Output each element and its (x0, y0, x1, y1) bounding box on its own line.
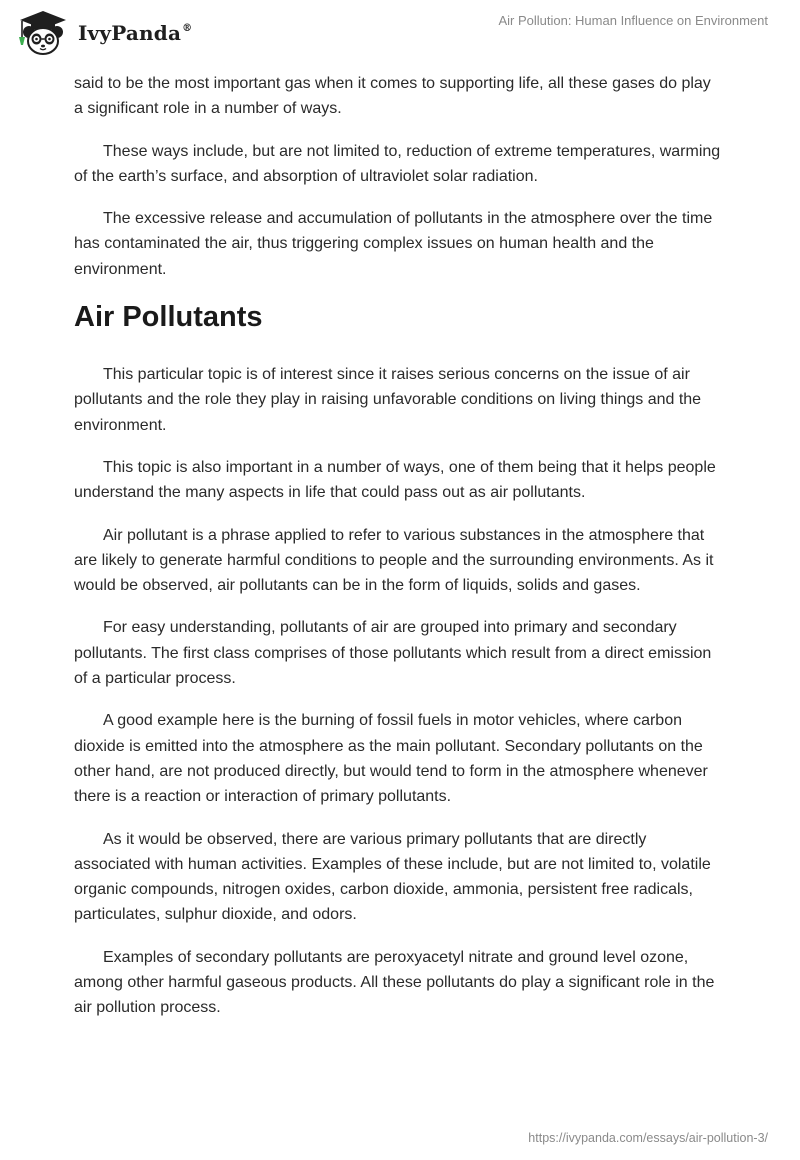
paragraph: This topic is also important in a number of ways, one of them being that it helps people understand the many aspects in life that could pass out as air pollutants. (74, 458, 716, 502)
section-heading: Air Pollutants (74, 301, 263, 334)
source-url[interactable]: https://ivypanda.com/essays/air-pollution-3/ (528, 1131, 768, 1145)
paragraph: For easy understanding, pollutants of air are grouped into primary and secondary pollutants. The first class comprises of those pollutants which result from a direct emission of a particular process. (74, 619, 712, 688)
paragraph: These ways include, but are not limited to, reduction of extreme temperatures, warming of the earth’s surface, and absorption of ultraviolet solar radiation. (74, 142, 721, 185)
brand-name: IvyPanda® (78, 21, 193, 45)
paragraph: This particular topic is of interest since it raises serious concerns on the issue of air pollutants and the role they play in raising unfavorable conditions on living things and the environment. (74, 366, 702, 434)
paragraph: Examples of secondary pollutants are peroxyacetyl nitrate and ground level ozone, among other harmful gaseous products. All these pollutants do play a significant role in the air pollution process. (74, 948, 715, 1017)
registered-mark: ® (182, 23, 193, 34)
paragraph: Air pollutant is a phrase applied to refer to various substances in the atmosphere that are likely to generate harmful conditions to people and the surrounding environments. As it would be observed, air pollutants can be in the form of liquids, solids and gases. (74, 526, 714, 595)
paragraph: A good example here is the burning of fossil fuels in motor vehicles, where carbon dioxide is emitted into the atmosphere as the main pollutant. Secondary pollutants on the other hand, are not produced directly, but would tend to form in the atmosphere whenever there is a reaction or interaction of primary pollutants. (74, 712, 708, 806)
essay-content (74, 71, 722, 1038)
page-header (0, 0, 800, 64)
ivypanda-logo[interactable] (14, 9, 204, 57)
paragraph: The excessive release and accumulation of pollutants in the atmosphere over the time has contaminated the air, thus triggering complex issues on human health and the environment. (74, 210, 713, 278)
document-title: Air Pollution: Human Influence on Environment (498, 13, 768, 28)
paragraph: As it would be observed, there are various primary pollutants that are directly associated with human activities. Examples of these include, but are not limited to, volatile organic compounds, nitrogen oxides, carbon dioxide, ammonia, persistent free radicals, particulates, sulphur dioxide, and odors. (74, 830, 711, 924)
paragraph: said to be the most important gas when it comes to supporting life, all these gases do play a significant role in a number of ways. (74, 75, 711, 118)
panda-graduate-icon (14, 9, 72, 57)
